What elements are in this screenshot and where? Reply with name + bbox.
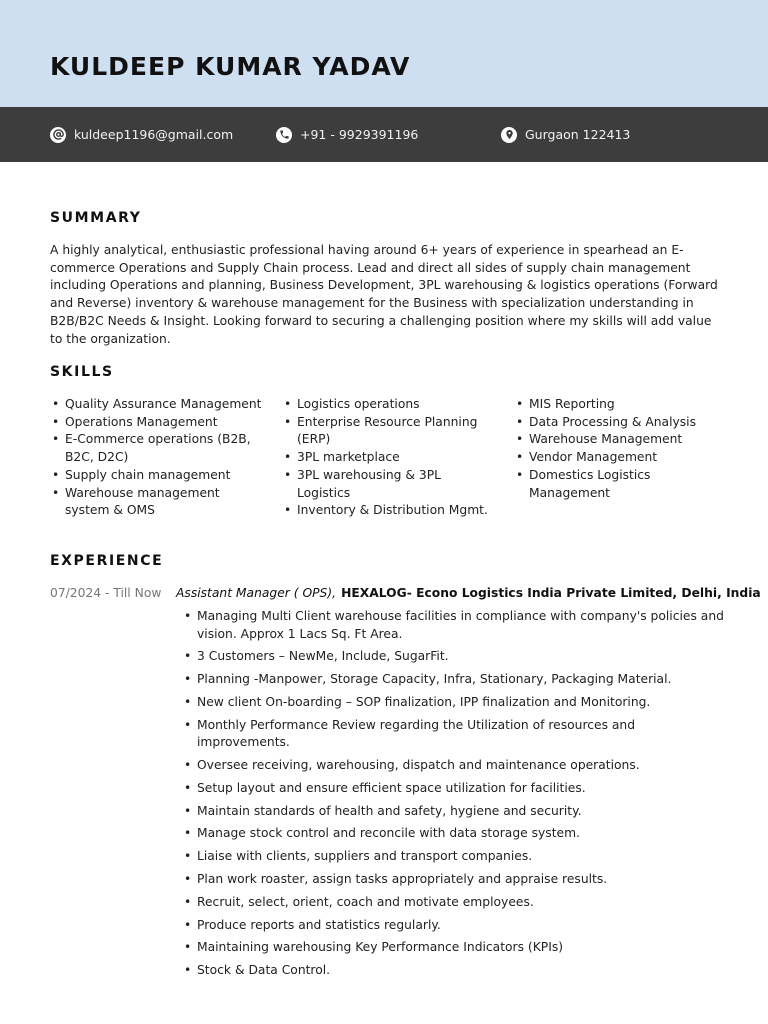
- job-date: 07/2024 - Till Now: [50, 586, 162, 600]
- skill-item: • Warehouse Management: [514, 431, 724, 449]
- duty-item: • Manage stock control and reconcile with data storage system.: [183, 825, 728, 843]
- skill-item: • MIS Reporting: [514, 396, 724, 414]
- duty-item: • Maintaining warehousing Key Performance Indicators (KPIs): [183, 939, 728, 957]
- skills-column-1: [50, 396, 265, 520]
- skill-item: • Inventory & Distribution Mgmt.: [282, 502, 497, 520]
- skill-item: • Vendor Management: [514, 449, 724, 467]
- candidate-name: KULDEEP KUMAR YADAV: [50, 52, 411, 81]
- duty-item: • Planning -Manpower, Storage Capacity, Infra, Stationary, Packaging Material.: [183, 671, 728, 689]
- duty-item: • Recruit, select, orient, coach and motivate employees.: [183, 894, 728, 912]
- skill-item: • 3PL marketplace: [282, 449, 497, 467]
- phone-icon: [276, 127, 292, 143]
- contact-location: [501, 107, 630, 162]
- skill-item: • Supply chain management: [50, 467, 265, 485]
- skill-item: • Enterprise Resource Planning (ERP): [282, 414, 497, 449]
- job-duties: [183, 608, 728, 985]
- duty-item: • Stock & Data Control.: [183, 962, 728, 980]
- summary-text: A highly analytical, enthusiastic professional having around 6+ years of experience in spearhead an E-commerce Operations and Supply Chain process. Lead and direct all sides of supply chain management including Operations and planning, Business Development, 3PL warehousing & logistics operations (Forward and Reverse) inventory & warehouse management for the Business with specialization understanding in B2B/B2C Needs & Insight. Looking forward to securing a challenging position where my skills will add value to the organization.: [50, 243, 718, 346]
- duty-item: • Oversee receiving, warehousing, dispatch and maintenance operations.: [183, 757, 728, 775]
- duty-item: • Monthly Performance Review regarding the Utilization of resources and improvements.: [183, 717, 728, 752]
- duty-item: • Setup layout and ensure efficient space utilization for facilities.: [183, 780, 728, 798]
- skill-item: • Data Processing & Analysis: [514, 414, 724, 432]
- skill-item: • 3PL warehousing & 3PL Logistics: [282, 467, 497, 502]
- duty-item: • Managing Multi Client warehouse facilities in compliance with company's policies and vision. Approx 1 Lacs Sq. Ft Area.: [183, 608, 728, 643]
- email-text[interactable]: kuldeep1196@gmail.com: [74, 127, 234, 142]
- phone-text[interactable]: +91 - 9929391196: [300, 127, 419, 142]
- header-banner: [0, 0, 768, 107]
- skill-item: • E-Commerce operations (B2B, B2C, D2C): [50, 431, 265, 466]
- map-pin-icon: [501, 127, 517, 143]
- duty-item: • 3 Customers – NewMe, Include, SugarFit.: [183, 648, 728, 666]
- skills-column-2: [282, 396, 497, 520]
- duty-item: • New client On-boarding – SOP finalization, IPP finalization and Monitoring.: [183, 694, 728, 712]
- skill-item: • Domestics Logistics Management: [514, 467, 724, 502]
- duty-item: • Maintain standards of health and safety, hygiene and security.: [183, 803, 728, 821]
- duty-item: • Produce reports and statistics regularly.: [183, 917, 728, 935]
- experience-heading: EXPERIENCE: [50, 553, 164, 569]
- duty-item: • Liaise with clients, suppliers and transport companies.: [183, 848, 728, 866]
- skills-heading: SKILLS: [50, 364, 114, 380]
- skills-column-3: [514, 396, 724, 502]
- job-title-line: [176, 585, 761, 603]
- job-role: Assistant Manager ( OPS),: [176, 586, 337, 600]
- skill-item: • Quality Assurance Management: [50, 396, 265, 414]
- skill-item: • Operations Management: [50, 414, 265, 432]
- contact-phone: [276, 107, 418, 162]
- skill-item: • Warehouse management system & OMS: [50, 485, 265, 520]
- location-text: Gurgaon 122413: [525, 127, 631, 142]
- contact-email: [50, 107, 233, 162]
- contact-bar: [0, 107, 768, 162]
- duty-item: • Plan work roaster, assign tasks appropriately and appraise results.: [183, 871, 728, 889]
- job-company: HEXALOG- Econo Logistics India Private Limited, Delhi, India: [341, 586, 761, 600]
- skill-item: • Logistics operations: [282, 396, 497, 414]
- summary-heading: SUMMARY: [50, 210, 142, 226]
- at-sign-icon: [50, 127, 66, 143]
